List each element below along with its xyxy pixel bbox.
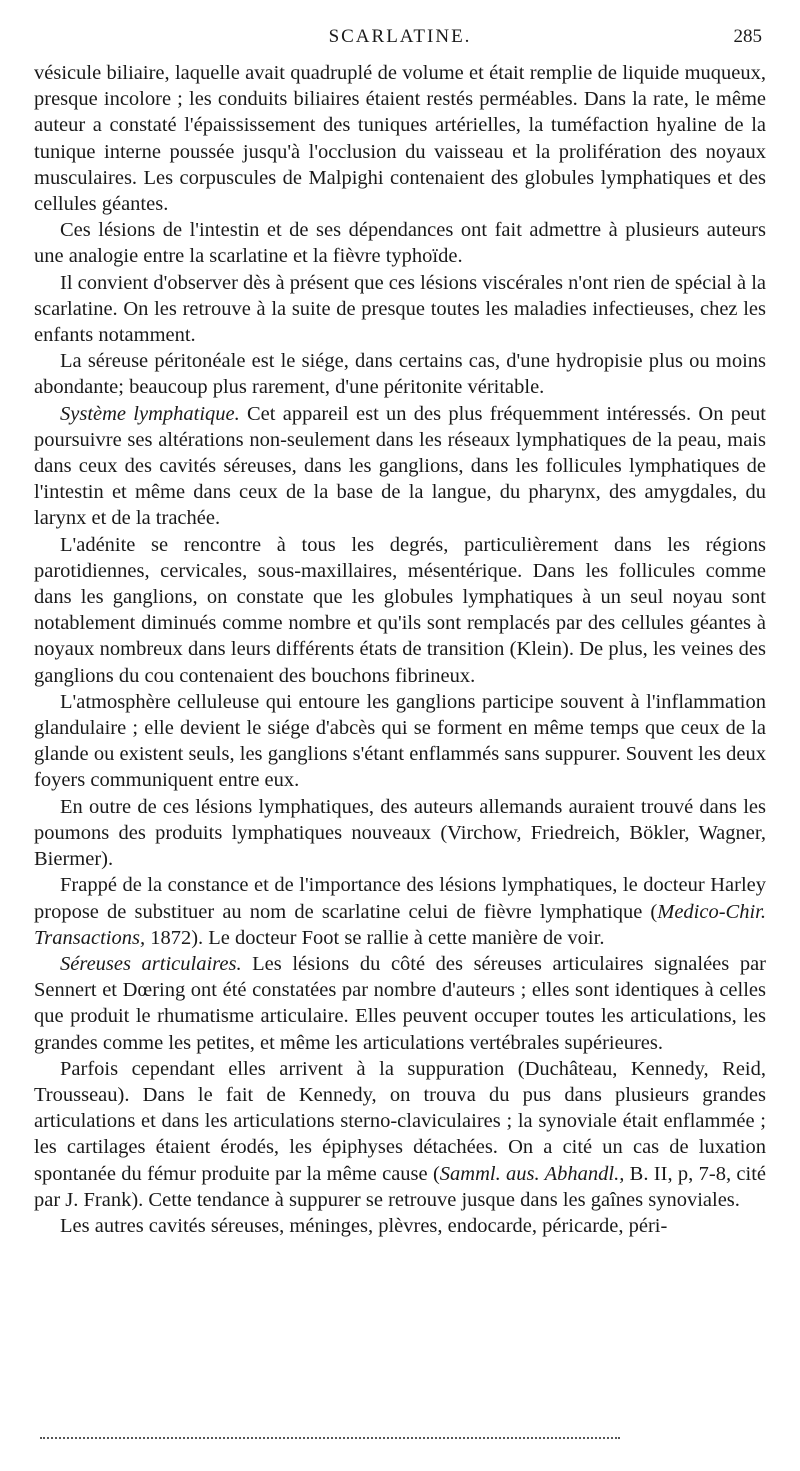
paragraph-6: L'adénite se rencontre à tous les degrés, particulièrement dans les régions parotidiennes, cervicales, sous-maxillaires, mésentérique. Dans les follicules comme dans les ganglions, on constate que les globules lymphatiques à un seul noyau sont notablement diminués comme nombre et qu'ils sont remplacés par des cellules géantes à noyaux nombreux dans leurs différents états de transition (Klein). De plus, les veines des ganglions du cou contenaient des bouchons fibrineux. (34, 533, 766, 687)
section-heading-articular: Séreuses articulaires. (60, 952, 242, 975)
paragraph-10: Séreuses articulaires. Les lésions du côté des séreuses articulaires signalées par Sennert et Dœring ont été constatées par nombre d'auteurs ; elles sont identiques à celles que produit le rhumatisme articulaire. Elles peuvent occuper toutes les articulations, les grandes comme les petites, et même les articulations vertébrales supérieures. (34, 952, 766, 1054)
footer-rule (40, 1437, 620, 1439)
paragraph-11: Parfois cependant elles arrivent à la suppuration (Duchâteau, Kennedy, Reid, Trousseau). Dans le fait de Kennedy, on trouva du pus dans plusieurs grandes articulations et dans les articulations sterno-claviculaires ; la synoviale était enflammée ; les cartilages étaient érodés, les épiphyses détachées. On a cité un cas de luxation spontanée du fémur produite par la même cause (Samml. aus. Abhandl., B. II, p, 7-8, cité par J. Frank). Cette tendance à suppurer se retrouve jusque dans les gaînes synoviales. (34, 1057, 766, 1211)
paragraph-3: Il convient d'observer dès à présent que ces lésions viscérales n'ont rien de spécial à la scarlatine. On les retrouve à la suite de presque toutes les maladies infectieuses, chez les enfants notamment. (34, 271, 766, 347)
section-heading-lymphatic: Système lymphatique. (60, 402, 240, 425)
running-header (0, 26, 800, 54)
paragraph-1: vésicule biliaire, laquelle avait quadruplé de volume et était remplie de liquide muqueux, presque incolore ; les conduits biliaires étaient restés perméables. Dans la rate, le même auteur a constaté l'épaississement des tuniques artérielles, la tuméfaction hyaline de la tunique interne poussée jusqu'à l'occlusion du vaisseau et la prolifération des noyaux musculaires. Les corpuscules de Malpighi contenaient des globules lymphatiques et des cellules géantes. (34, 62, 766, 216)
paragraph-12: Les autres cavités séreuses, méninges, plèvres, endocarde, péricarde, péri- (60, 1214, 668, 1237)
paragraph-2: Ces lésions de l'intestin et de ses dépendances ont fait admettre à plusieurs auteurs une analogie entre la scarlatine et la fièvre typhoïde. (34, 219, 766, 268)
paragraph-7: L'atmosphère celluleuse qui entoure les ganglions participe souvent à l'inflammation glandulaire ; elle devient le siége d'abcès qui se forment en même temps que ceux de la glande ou existent seuls, les ganglions s'étant enflammés sans suppurer. Souvent les deux foyers communiquent entre eux. (34, 690, 766, 792)
paragraph-8: En outre de ces lésions lymphatiques, des auteurs allemands auraient trouvé dans les poumons des produits lymphatiques nouveaux (Virchow, Friedreich, Bökler, Wagner, Biermer). (34, 795, 766, 871)
page-number: 285 (733, 26, 762, 47)
paragraph-9: Frappé de la constance et de l'importance des lésions lymphatiques, le docteur Harley propose de substituer au nom de scarlatine celui de fièvre lymphatique (Medico-Chir. Transactions, 1872). Le docteur Foot se rallie à cette manière de voir. (34, 874, 766, 949)
citation-title: Medico-Chir. Transactions, (34, 900, 766, 949)
paragraph-5: Système lymphatique. Cet appareil est un des plus fréquemment intéressés. On peut poursuivre ses altérations non-seulement dans les réseaux lymphatiques de la peau, mais dans ceux des cavités séreuses, dans les ganglions, dans les follicules lymphatiques de l'intestin et même dans ceux de la base de la langue, du pharynx, des amygdales, du larynx et de la trachée. (34, 402, 766, 530)
paragraph-4: La séreuse péritonéale est le siége, dans certains cas, d'une hydropisie plus ou moins abondante; beaucoup plus rarement, d'une péritonite véritable. (34, 350, 766, 399)
citation-title: Samml. aus. Abhandl., (439, 1162, 625, 1185)
running-title: SCARLATINE. (328, 26, 472, 47)
body-text (34, 60, 766, 1239)
